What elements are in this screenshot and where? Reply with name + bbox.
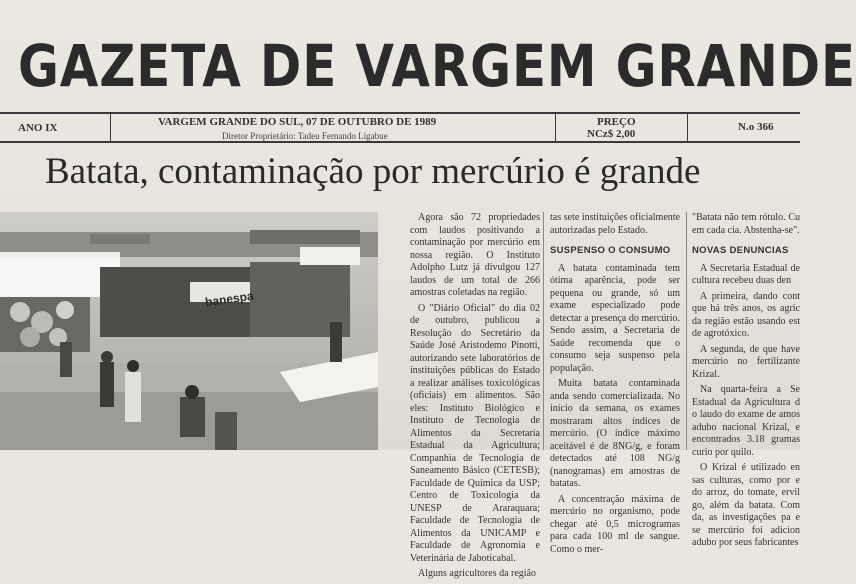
info-bar-divider-mid — [555, 113, 556, 142]
col2-intro: tas sete instituições oficialmente autorizadas pelo Estado. — [550, 212, 680, 236]
column-divider-1 — [543, 212, 544, 450]
col3-para-3: A segunda, de que have mercúrio no fertilizante Krizal. — [692, 343, 800, 380]
info-bar-top-rule — [0, 112, 800, 114]
issue-number: N.o 366 — [738, 121, 774, 133]
col3-para-1: A Secretaria Estadual de cultura recebeu duas den — [692, 262, 800, 286]
col1-para-3: Alguns agricultores da região — [418, 568, 537, 579]
article-column-3 — [692, 212, 800, 548]
price-label: PREÇO — [597, 116, 636, 128]
col2-subhead: SUSPENSO O CONSUMO — [550, 245, 671, 256]
info-bar-divider-right — [687, 113, 688, 142]
place-date: VARGEM GRANDE DO SUL, 07 DE OUTUBRO DE 1989 — [158, 116, 437, 128]
column-divider-2 — [686, 212, 687, 450]
price-value: NCz$ 2,00 — [587, 128, 636, 140]
year-label: ANO IX — [18, 122, 58, 134]
article-column-2 — [550, 212, 680, 559]
col3-subhead: NOVAS DENUNCIAS — [692, 245, 789, 256]
col3-para-2: A primeira, dando cont que há três anos, os agric da região estão usando est de agrotóxico. — [692, 290, 800, 339]
article-column-1 — [410, 212, 540, 584]
headline: Batata, contaminação por mercúrio é grande — [45, 151, 701, 192]
market-photo — [0, 212, 378, 450]
col3-para-4: Na quarta-feira a Se Estadual da Agricultura d o laudo do exame de amos adubo nacional Krizal, e encontrados 3.18 gramas curio por quilo. — [692, 384, 800, 458]
col2-para-2: Muita batata contaminada anda sendo comercializada. No início da semana, os exames mostraram altos índices de mercúrio. (O índice máximo aceitável é de 8NG/g, e foram detectados até 108 NG/g (nanogramas) em amostras de batatas. — [550, 378, 680, 489]
info-bar-divider-left — [110, 113, 111, 142]
director-line: Diretor Proprietário: Tadeu Fernando Ligabue — [222, 131, 388, 141]
info-bar-bottom-rule — [0, 141, 800, 143]
col3-para-5: O Krizal é utilizado en sas culturas, como por e do arroz, do tomate, ervil go, além da batata. Com da, as investigações pa e se mercúrio foi adicion adubo por seus fabricantes — [692, 462, 800, 548]
col1-para-2: O "Diário Oficial" do dia 02 de outubro, publicou a Resolução do Secretário da Saúde José Aristodemo Pinotti, autorizando sete laboratórios de instituições públicas do Estado a realizar análises toxicológicas (oficiais) em alimentos. São eles: Instituto Biológico e Instituto de Tecnologia de Alimentos da Secretaria Estadual da Agricultura; Companhia de Tecnologia de Saneamento Básico (CETESB); Faculdade de Química da USP; Centro de Toxicologia da UNESP de Araraquara; Faculdade de Tecnologia de Alimentos da UNICAMP e Faculdade de Agronomia e Veterinária de Jaboticabal. — [410, 302, 540, 564]
col2-para-1: A batata contaminada tem ótima aparência, pode ser pequena ou grande, só um exame especializado pode detectar a presença do mercúrio. Sendo assim, a Secretaria de Saúde recomenda que o consumo seja suspenso pela população. — [550, 262, 680, 374]
photo-sign-text: banespa — [204, 288, 255, 310]
col3-intro: "Batata não tem rótulo. Cu em cada cia. Abstenha-se". — [692, 212, 800, 236]
col1-para-1: Agora são 72 propriedades com laudos positivando a contaminação por mercúrio em nossa região. O Instituto Adolpho Lutz já divulgou 127 laudos de um total de 266 amostras coletadas na região. — [410, 212, 540, 298]
masthead-title: GAZETA DE VARGEM GRANDE — [18, 32, 856, 100]
col2-para-3: A concentração máxima de mercúrio no organismo, pode chegar até 0,5 microgramas para cada 100 ml de sangue. Como o mer- — [550, 493, 680, 555]
